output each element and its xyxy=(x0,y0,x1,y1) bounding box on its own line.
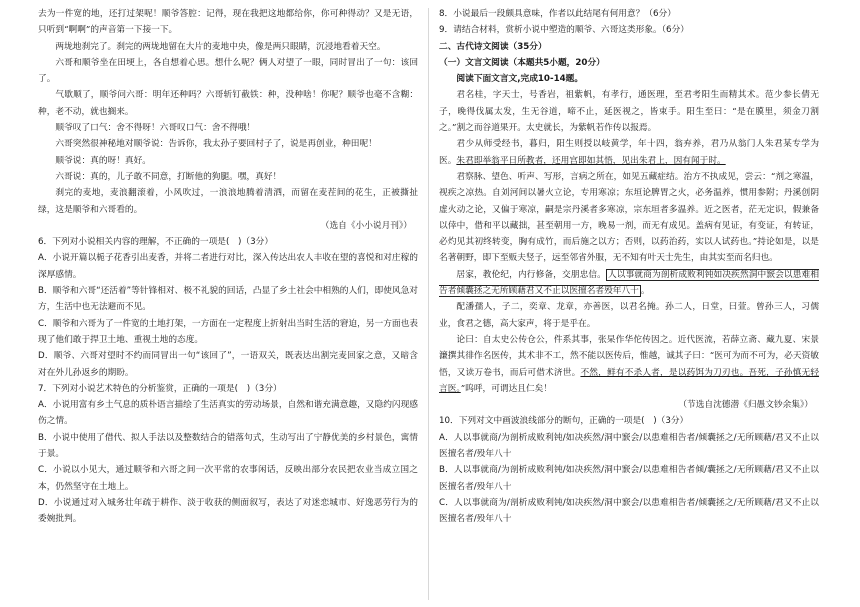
classical-paragraph xyxy=(439,136,819,169)
column-divider xyxy=(428,8,429,600)
story-paragraph: 顺爷说：真的呀！真好。 xyxy=(55,155,151,166)
question-8: 8．小说最后一段颇具意味，作者以此结尾有何用意？（6分） xyxy=(439,9,676,19)
question-6-option-c: C．顺爷和六哥为了一件宽的土地打架，一方面在一定程度上折射出当时生活的窘迫，另一方面也表现了他们敢于捍卫土地、重视土地的态度。 xyxy=(38,318,418,345)
story-paragraph: 刹完的麦地，麦浪翻滚着，小风吹过，一浪浪地腾着清洒，而留在麦茬间的花生，正被撕扯绿，这是顺爷和六哥看的。 xyxy=(38,188,418,215)
classical-paragraph: 君察脉、望色、听声、写形，言病之所在，如见五藏症结。治方不执成见，尝云：“剂之寒温，视疾之凉热。自刘河间以暑火立论，专用寒凉；东垣论脾胃之火，必务温养，惯用参附；丹溪创阴虚火动之论，又偏于寒凉，嗣是宗丹溪者多寒凉，宗东垣者多温养。近之医者，茫无定识，假兼备以倖中，借和平以藏拙，甚至朝用一方，晚易一剂，而无有成见。盖病有见证，有变证，有转证，必灼见其初终转变，胸有成竹，而后施之以方；否则，以药治药，实以人试药也。”持论如是，以是名著朝野，即下至贩夫竖子，远至邻省外服，无不知有叶天士先生，由其实至而名归也。 xyxy=(439,171,819,264)
question-10-option-a: A．人以事就商/为剖析成败利钝/如决疾然/洞中窾会/以患难相告者/倾囊拯之/无所顾藉/君又不止以医擅名者/殁年八十 xyxy=(439,432,819,460)
subsection-heading: （一）文言文阅读（本题共5小题，20分） xyxy=(439,57,605,68)
underlined-sentence: 还用宫即如其悟，见出朱君上，因有闻于时。 xyxy=(551,155,726,166)
underlined-sentence: 朱君即举翁平日所教者， xyxy=(456,155,552,166)
question-10-option-c: C．人以事就商为/剖析成败利钝/如决疾然/洞中窾会/以患难相告者/倾囊拯之/无所顾藉/君又不止以医擅名者/殁年八十 xyxy=(439,497,819,525)
section-heading: 二、古代诗文阅读（35分） xyxy=(439,41,547,52)
question-10-option-b: B．人以事就商/为剖析成败利钝/如决疾然/洞中窾会/以患难相告者倾/囊拯之/无所顾藉/君又不止以医擅名者/殁年八十 xyxy=(439,465,819,492)
story-paragraph: 六哥说：真的，儿子敢不同意，打断他的狗腿。嘿，真好！ xyxy=(55,171,282,182)
question-7-option-b: B．小说中使用了借代、拟人手法以及整数结合的错落句式，生动写出了宁静优美的乡村景色，寓情于景。 xyxy=(38,432,418,460)
question-6: 6．下列对小说相关内容的理解，不正确的一项是( )（3分） xyxy=(38,237,274,248)
classical-paragraph xyxy=(439,332,819,397)
question-6-option-d: D．顺爷、六哥对望时不约而同冒出一句“该回了”，一语双关，既表达出割完麦回家之意，又暗含对在外儿孙返乡的期盼。 xyxy=(38,351,418,378)
question-9: 9．请结合材料，赏析小说中塑造的顺爷、六哥这类形象。（6分） xyxy=(439,25,689,36)
classical-paragraph: 君名桂，字天士，号香岩，祖紫帆，有孝行，通医理，至君考阳生而精其术。范少参长倩无子，晚得伐属太发，生无谷道，啼不止，延医视之，皆束手。阳生至曰：“是在膜里，须金刀割之。”割之而谷道果开。太史就长，为紫帆若作传以报焉。 xyxy=(439,90,819,134)
right-column xyxy=(439,6,819,528)
story-paragraph: 气歇顺了，顺爷问六哥：明年还种吗？六哥斩钉截铁：种，没种啥！你呢？顺爷也毫不含糊：种，老不动，就也搁来。 xyxy=(38,90,418,117)
question-7: 7．下列对小说艺术特色的分析鉴赏，正确的一项是( )（3分） xyxy=(38,383,282,394)
paragraph-text: 。 xyxy=(640,286,650,297)
story-paragraph: 顺爷叹了口气：舍不得呀！六哥叹口气：舍不得哦！ xyxy=(55,123,256,134)
story-paragraph: 六哥突然很神秘地对顺爷说：告诉你，我太孙子要回村子了，说是再创业，种田呢！ xyxy=(55,139,377,150)
paragraph-text: 君少从师受经书，暮归，阳生则授以岐黄学，年十四，翁弃养，君乃从翁门人朱君某专学为医。 xyxy=(439,139,819,166)
story-paragraph: 去为一件宽的地，还打过架呢！顺爷答腔：记得，现在我把这地都给你，你可种得动？又是无语，只听到“啊啊”的声音第一下接一下。 xyxy=(38,9,418,36)
classical-paragraph: 配潘孺人，子二，奕章、龙章，亦善医，以君名掩。孙二人，日堂，曰萱。曾孙三人，习儒业，食君之德，高大家声，将于是乎在。 xyxy=(439,302,819,329)
story-paragraph: 两垅地刹完了。刹完的两垅地留在大片的麦地中央，像是两只眼睛，沉浸地看着天空。 xyxy=(55,41,386,52)
question-6-option-b: B．顺爷和六哥“还活着”等针锋相对、极不礼貌的回话，凸显了乡土社会中相熟的人们，即使风急对方，生活中也无法避而不见。 xyxy=(38,286,418,313)
left-column xyxy=(38,6,418,528)
paragraph-text: 论曰：自太史公传仓公，件系其事，张杲作华佗传因之。近代医流，若薛立斋、藏九夏、宋景濂撰其徘作名医传，其术非不工，然不能以医传后，惟越，诚其子曰：“医可为而不可为，必天资敏悟，又读万卷书，而后可借术济世。 xyxy=(439,334,819,378)
reading-instruction: 阅读下面文言文,完成10-14题。 xyxy=(456,74,584,85)
question-7-option-d: D．小说通过对入城务壮年疏于耕作、淡于收获的侧面叙写，表达了对迷恋城市、好逸恶劳行为的委婉批判。 xyxy=(38,497,418,525)
wavy-lined-passage: 人以事就商为剖析成败利钝如决疾然洞中窾会以患难相告者倾囊拯之无所顾藉君又不止以医擅名者殁年八十 xyxy=(439,269,820,297)
question-10: 10．下列对文中画波浪线部分的断句，正确的一项是( )（3分） xyxy=(439,416,689,427)
question-7-option-c: C．小说以小见大，通过顺爷和六哥之间一次平常的农事闲话，反映出部分农民把农业当成立国之本，仍然坚守在土地上。 xyxy=(38,465,418,492)
question-6-option-a: A．小说开篇以栀子花香引出麦香，并将二者进行对比，深入传达出农人丰收在望的喜悦和对庄稼的深厚感情。 xyxy=(38,253,418,280)
paragraph-text: 居家，教伦纪，内行修备，交朋忠信。 xyxy=(456,269,606,280)
story-source: （选自《小小说月刊》） xyxy=(320,220,412,231)
classical-source: （节选自沈德潜《归愚文钞余集》） xyxy=(678,400,813,411)
question-7-option-a: A．小说用富有乡土气息的质朴语言描绘了生活真实的劳动场景，自然和谐充满意趣，又隐约闪现感伤之情。 xyxy=(38,400,418,427)
classical-paragraph xyxy=(439,267,819,300)
story-paragraph: 六哥和顺爷坐在田埂上，各自想着心思。想什么呢？俩人对望了一眼，同时冒出了一句：该回了。 xyxy=(38,57,418,85)
underlined-sentence: 不然，鲜有不杀人者，是以药饵为刀刃也。吾死，子孙慎无轻言医。 xyxy=(439,367,820,394)
paragraph-text: ”呜呼，可谓达且仁矣！ xyxy=(460,383,553,394)
